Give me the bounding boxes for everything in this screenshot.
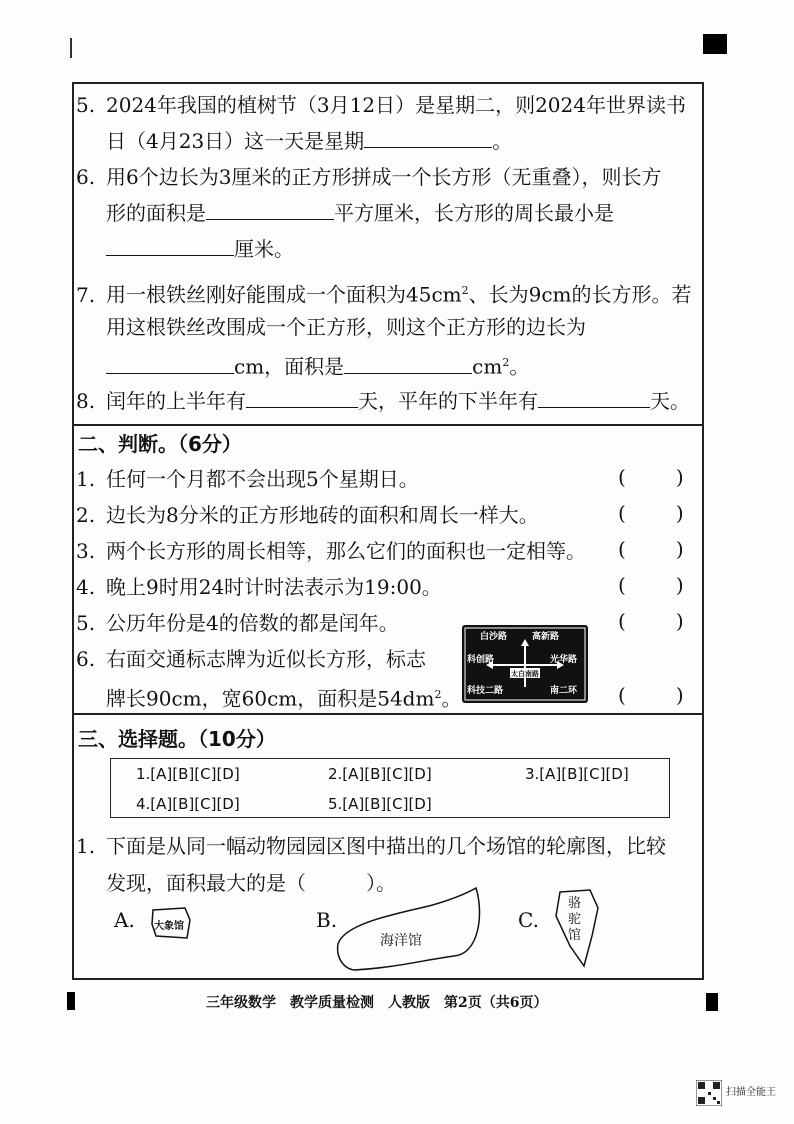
question-text: 用这根铁丝改围成一个正方形，则这个正方形的边长为 [106, 315, 586, 339]
question-number: 6. [76, 165, 96, 189]
answer-blank[interactable] [106, 237, 234, 256]
answer-blank[interactable] [106, 355, 234, 374]
section3-title: 三、选择题。（10分） [78, 727, 276, 751]
question-text: 公历年份是4的倍数的都是闰年。 [106, 611, 399, 635]
judge-item-2 [76, 501, 539, 529]
question-number: 5. [76, 93, 96, 117]
question-text: 厘米。 [234, 237, 294, 261]
registration-mark-bottom-right [706, 993, 718, 1011]
margin-tick [70, 38, 72, 58]
question-number: 8. [76, 389, 96, 413]
question-text: 。 [441, 686, 462, 711]
option-a-label[interactable]: A. [114, 908, 135, 932]
answer-paren-5[interactable]: ( ) [618, 609, 684, 633]
question-number: 1. [76, 834, 96, 858]
answer-blank[interactable] [246, 389, 358, 408]
question-text: 天，平年的下半年有 [358, 389, 538, 413]
question-number: 6. [76, 647, 96, 671]
sign-label: 高新路 [532, 632, 560, 642]
question-text: 右面交通标志牌为近似长方形，标志 [106, 647, 426, 671]
question-number: 5. [76, 611, 96, 635]
question-6-line1 [76, 163, 661, 191]
option-c-label[interactable]: C. [518, 908, 539, 932]
answer-paren-2[interactable]: ( ) [618, 501, 684, 525]
option-b-label[interactable]: B. [316, 908, 338, 932]
answer-paren-1[interactable]: ( ) [618, 465, 684, 489]
judge-item-1 [76, 465, 419, 493]
question-text: 用6个边长为3厘米的正方形拼成一个长方形（无重叠），则长方 [106, 165, 662, 189]
choice-question-1-line1 [76, 832, 666, 860]
question-7-line2 [106, 313, 586, 341]
scanner-watermark: 扫描全能王 [726, 1087, 776, 1098]
question-text: 、长为9cm的长方形。若 [468, 282, 692, 307]
superscript: 2 [461, 284, 469, 297]
question-number: 2. [76, 503, 96, 527]
superscript: 2 [434, 688, 442, 701]
question-number: 4. [76, 575, 96, 599]
shape-label-c: 骆驼馆 [568, 896, 582, 943]
ocean-hall-outline [334, 884, 484, 974]
answer-paren-3[interactable]: ( ) [618, 537, 684, 561]
question-text: 用一根铁丝刚好能围成一个面积为45cm [106, 282, 462, 307]
question-text: cm，面积是 [234, 354, 345, 379]
question-6-line2 [106, 199, 614, 227]
answer-choice-2[interactable]: 2.[A][B][C][D] [328, 765, 432, 783]
sign-label: 白沙路 [480, 632, 508, 642]
question-text: 形的面积是 [106, 201, 206, 225]
question-text: 。 [509, 354, 530, 379]
question-5-line2 [106, 127, 512, 155]
registration-mark-top-right [703, 34, 727, 54]
question-5-line1 [76, 91, 686, 119]
judge-item-6-line1 [76, 645, 426, 673]
qr-code-icon [696, 1080, 722, 1106]
question-8 [76, 387, 690, 415]
sign-label: 南二环 [550, 686, 578, 696]
answer-choice-1[interactable]: 1.[A][B][C][D] [136, 765, 240, 783]
judge-item-3 [76, 537, 586, 565]
question-7-line1 [76, 277, 692, 309]
page-footer: 三年级数学 教学质量检测 人教版 第2页（共6页） [206, 995, 548, 1011]
question-text: 平方厘米，长方形的周长最小是 [334, 201, 614, 225]
answer-blank[interactable] [206, 201, 334, 220]
question-text: 边长为8分米的正方形地砖的面积和周长一样大。 [106, 503, 539, 527]
question-text: 闰年的上半年有 [106, 389, 246, 413]
registration-mark-bottom-left [67, 992, 75, 1010]
answer-blank[interactable] [538, 389, 650, 408]
judge-item-6-line2 [106, 681, 461, 713]
sign-label: 科技二路 [467, 686, 504, 696]
judge-item-5 [76, 609, 399, 637]
answer-blank[interactable] [344, 355, 472, 374]
question-text: 。 [492, 129, 513, 153]
question-text: 下面是从同一幅动物园园区图中描出的几个场馆的轮廓图，比较 [106, 834, 666, 858]
sign-label: 太白南路 [511, 670, 539, 678]
answer-choice-5[interactable]: 5.[A][B][C][D] [328, 795, 432, 813]
answer-blank[interactable] [364, 129, 492, 148]
judge-item-4 [76, 573, 442, 601]
answer-choice-3[interactable]: 3.[A][B][C][D] [525, 765, 629, 783]
answer-paren-6[interactable]: ( ) [618, 683, 684, 707]
answer-paren-4[interactable]: ( ) [618, 573, 684, 597]
question-7-line3 [106, 349, 529, 381]
divider-section3 [72, 713, 704, 715]
question-text: 晚上9时用24时计时法表示为19:00。 [106, 575, 442, 599]
sign-label: 科创路 [467, 655, 495, 665]
answer-choice-4[interactable]: 4.[A][B][C][D] [136, 795, 240, 813]
question-text: 发现，面积最大的是（ ）。 [106, 871, 396, 895]
question-text: cm [472, 354, 503, 379]
question-number: 1. [76, 467, 96, 491]
question-text: 任何一个月都不会出现5个星期日。 [106, 467, 419, 491]
shape-label-b: 海洋馆 [380, 933, 422, 949]
question-text: 牌长90cm，宽60cm，面积是54dm [106, 686, 435, 711]
question-6-line3 [106, 235, 294, 263]
question-text: 2024年我国的植树节（3月12日）是星期二，则2024年世界读书 [106, 93, 686, 117]
divider-section2 [72, 424, 704, 426]
question-text: 两个长方形的周长相等，那么它们的面积也一定相等。 [106, 539, 586, 563]
superscript: 2 [502, 356, 510, 369]
shape-label-a: 大象馆 [154, 921, 184, 932]
question-number: 7. [76, 282, 96, 307]
question-text: 日（4月23日）这一天是星期 [106, 129, 365, 153]
question-text: 天。 [650, 389, 690, 413]
section2-title: 二、判断。（6分） [78, 432, 242, 456]
sign-label: 光华路 [550, 655, 578, 665]
question-number: 3. [76, 539, 96, 563]
traffic-sign-image [462, 625, 588, 703]
